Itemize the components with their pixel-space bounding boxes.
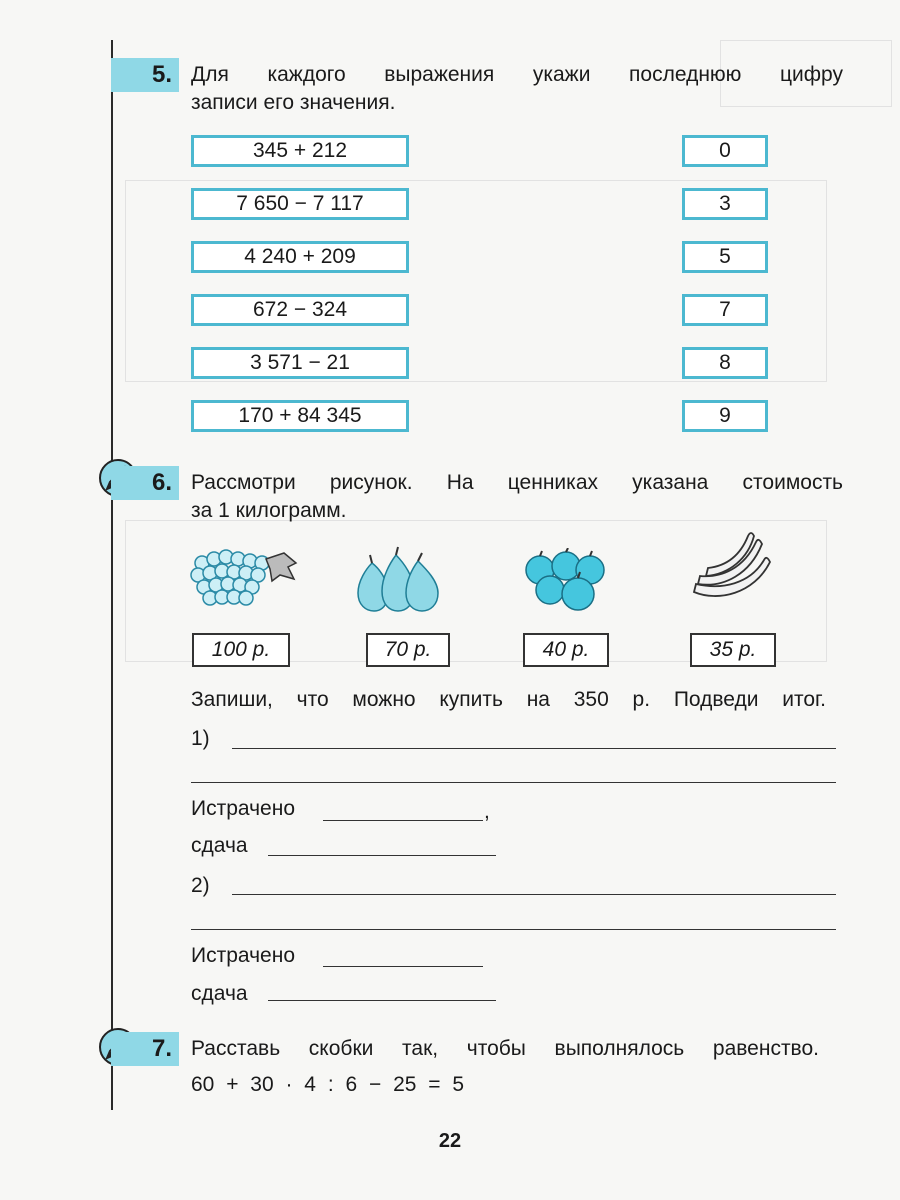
task-7-equation: 60 + 30 · 4 : 6 − 25 = 5	[191, 1073, 465, 1096]
answer-2-line[interactable]	[232, 894, 836, 895]
expression-box: 672 − 324	[191, 294, 409, 326]
expression-box: 3 571 − 21	[191, 347, 409, 379]
spent-comma-1: ,	[484, 800, 490, 823]
digit-box: 7	[682, 294, 768, 326]
expression-box: 345 + 212	[191, 135, 409, 167]
change-label-1: сдача	[191, 834, 248, 857]
answer-2-label: 2)	[191, 874, 210, 897]
digit-box: 0	[682, 135, 768, 167]
bananas-picture	[688, 530, 776, 610]
task-7-text: Расставь скобки так, чтобы выполнялось равенство.	[191, 1037, 819, 1060]
task-5-text-line1: Для каждого выражения укажи последнюю цифру	[191, 63, 843, 86]
spent-line-1[interactable]	[323, 820, 483, 821]
spent-line-2[interactable]	[323, 966, 483, 967]
price-tag-grapes: 100 р.	[192, 633, 290, 667]
digit-box: 9	[682, 400, 768, 432]
task-5-number: 5.	[152, 61, 173, 88]
expression-box: 170 + 84 345	[191, 400, 409, 432]
expression-box: 4 240 + 209	[191, 241, 409, 273]
change-label-2: сдача	[191, 982, 248, 1005]
change-line-1[interactable]	[268, 855, 496, 856]
task-6-text-line2: за 1 килограмм.	[191, 499, 347, 522]
task-6-text-line1: Рассмотри рисунок. На ценниках указана стоимость	[191, 471, 843, 494]
margin-line	[111, 40, 113, 1110]
answer-1-line[interactable]	[232, 748, 836, 749]
digit-box: 8	[682, 347, 768, 379]
pears-picture	[352, 545, 444, 615]
answer-1-line-2[interactable]	[191, 782, 836, 783]
task-6-question: Запиши, что можно купить на 350 р. Подведи итог.	[191, 688, 826, 711]
digit-box: 5	[682, 241, 768, 273]
spent-label-1: Истрачено	[191, 797, 296, 820]
price-tag-pears: 70 р.	[366, 633, 450, 667]
change-line-2[interactable]	[268, 1000, 496, 1001]
answer-2-line-2[interactable]	[191, 929, 836, 930]
answer-1-label: 1)	[191, 727, 210, 750]
task-7-number: 7.	[152, 1035, 173, 1062]
price-tag-apples: 40 р.	[523, 633, 609, 667]
spent-label-2: Истрачено	[191, 944, 296, 967]
page-number: 22	[438, 1130, 462, 1152]
price-tag-bananas: 35 р.	[690, 633, 776, 667]
task-6-number: 6.	[152, 469, 173, 496]
expression-box: 7 650 − 7 117	[191, 188, 409, 220]
grapes-picture	[188, 545, 300, 615]
apples-picture	[522, 548, 608, 614]
digit-box: 3	[682, 188, 768, 220]
task-5-text-line2: записи его значения.	[191, 91, 396, 114]
